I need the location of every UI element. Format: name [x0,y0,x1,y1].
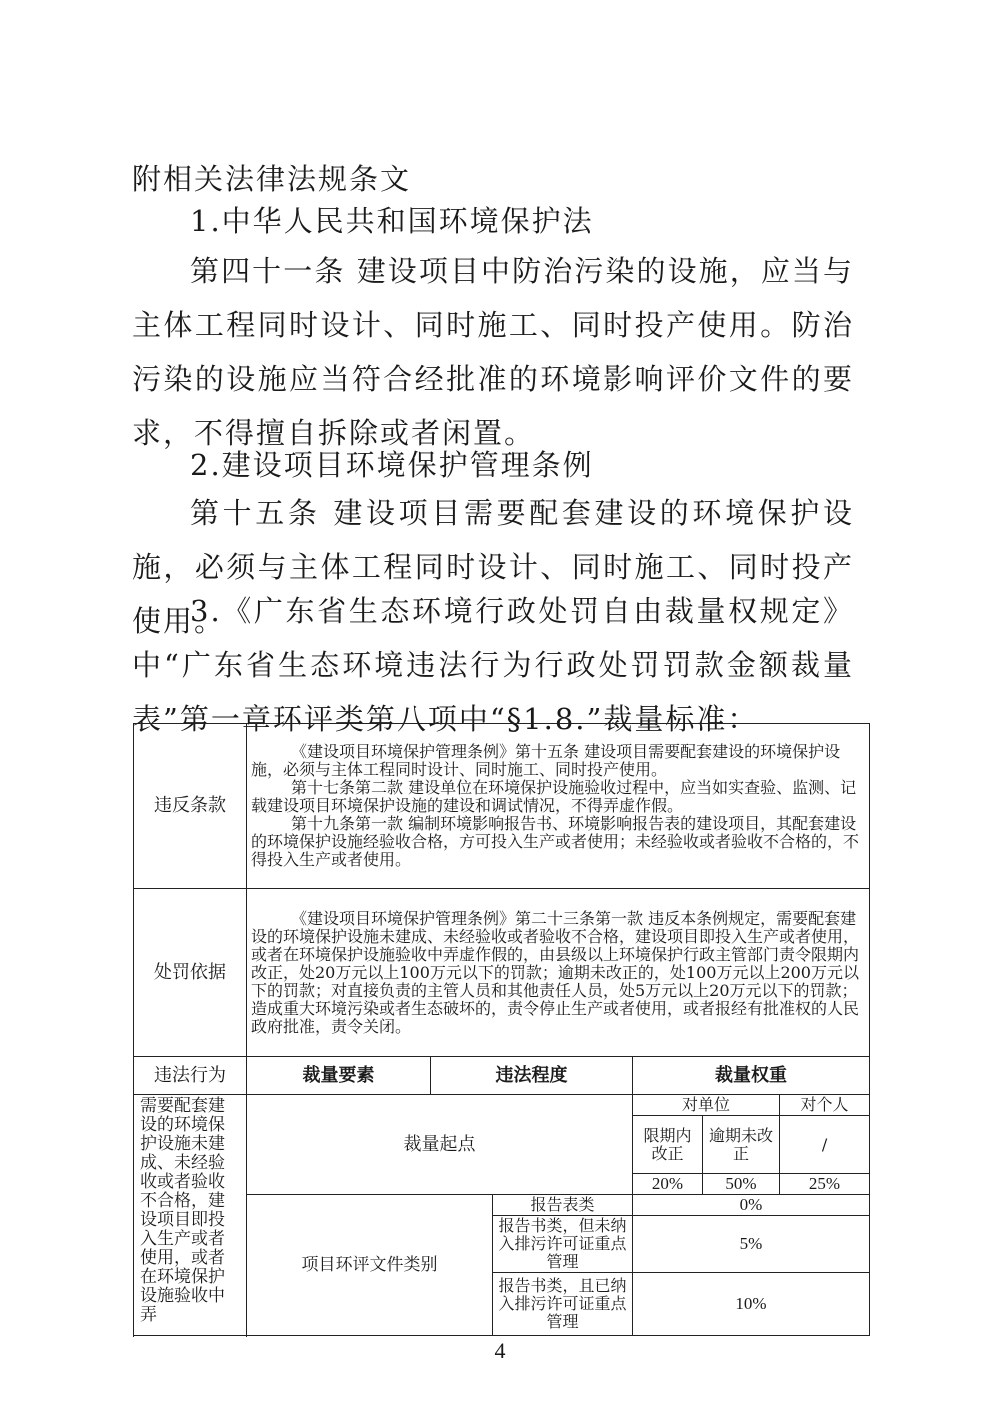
law-text-2: 第十五条 建设项目需要配套建设的环境保护设施，必须与主体工程同时设计、同时施工、同时投产使用。 [132,496,854,638]
page-number: 4 [494,1338,506,1363]
cat3-weight: 10% [633,1273,870,1336]
violation-clause-3: 第十九条第一款 编制环境影响报告书、环境影响报告表的建设项目，其配套建设的环境保护设施经验收合格，方可投入生产或者使用；未经验收或者验收不合格的，不得投入生产或者使用。 [251,814,860,869]
weight-person: 25% [780,1174,870,1195]
for-unit: 对单位 [633,1095,780,1116]
appendix-heading: 附相关法律法规条文 [132,162,412,196]
within-deadline: 限期内改正 [633,1116,703,1174]
violation-clause-1: 《建设项目环境保护管理条例》第十五条 建设项目需要配套建设的环境保护设施，必须与主体工程同时设计、同时施工、同时投产使用。 [251,742,841,779]
overdue: 逾期未改正 [703,1116,780,1174]
col-weight: 裁量权重 [633,1057,870,1095]
behavior-label: 违法行为 [134,1057,247,1095]
col-degree: 违法程度 [431,1057,633,1095]
cat2: 报告书类，但未纳入排污许可证重点管理 [493,1216,633,1273]
cat2-weight: 5% [633,1216,870,1273]
category-label: 项目环评文件类别 [247,1195,493,1336]
cat1-weight: 0% [633,1195,870,1216]
law-text-1: 第四十一条 建设项目中防治污染的设施，应当与主体工程同时设计、同时施工、同时投产使用。防治污染的设施应当符合经批准的环境影响评价文件的要求，不得擅自拆除或者闲置。 [132,254,854,450]
penalty-table [133,723,870,1336]
weight-overdue: 50% [703,1174,780,1195]
weight-within: 20% [633,1174,703,1195]
penalty-basis [247,889,870,1057]
cat3: 报告书类，且已纳入排污许可证重点管理 [493,1273,633,1336]
penalty-clause: 《建设项目环境保护管理条例》第二十三条第一款 违反本条例规定，需要配套建设的环境保护设施未建成、未经验收或者验收不合格，建设项目即投入生产或者使用，或者在环境保护设施验收中弄虚作假的，由县级以上环境保护行政主管部门责令限期内改正，处20万元以上100万元以下的罚款；逾期未改正的，处100万元以上200万元以下的罚款；对直接负责的主管人员和其他责任人员，处5万元以上20万元以下的罚款；造成重大环境污染或者生态破坏的，责令停止生产或者使用，或者报经有批准权的人民政府批准，责令关闭。 [251,908,860,1036]
for-person: 对个人 [780,1095,870,1116]
violation-clauses [247,724,870,889]
col-factor: 裁量要素 [247,1057,431,1095]
behavior-text: 需要配套建设的环境保护设施未建成、未经验收或者验收不合格，建设项目即投入生产或者使用，或者在环境保护设施验收中弄 [134,1095,247,1336]
start-point: 裁量起点 [247,1095,633,1195]
law-title-1: 1.中华人民共和国环境保护法 [190,204,594,238]
violation-clause-2: 第十七条第二款 建设单位在环境保护设施验收过程中，应当如实查验、监测、记载建设项目环境保护设施的建设和调试情况，不得弄虚作假。 [251,778,857,815]
cat1: 报告表类 [493,1195,633,1216]
penalty-label: 处罚依据 [134,889,247,1057]
law-text-3: 3.《广东省生态环境行政处罚自由裁量权规定》中“广东省生态环境违法行为行政处罚罚款金额裁量表”第一章环评类第八项中“§1.8.”裁量标准： [132,594,854,736]
law-title-2: 2.建设项目环境保护管理条例 [190,448,594,482]
violation-label: 违反条款 [134,724,247,889]
person-slash: / [780,1116,870,1174]
